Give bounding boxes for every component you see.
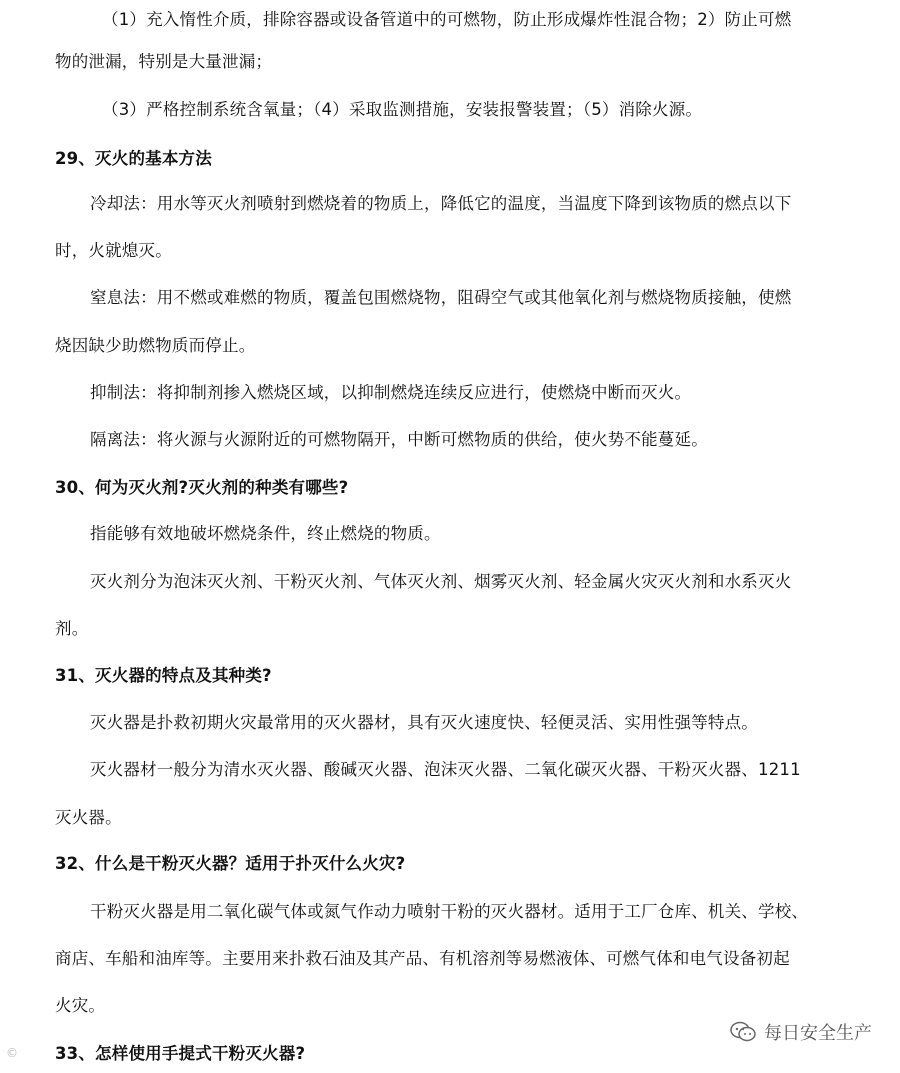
text-line: 剂。	[55, 619, 89, 638]
text-line: 窒息法：用不燃或难燃的物质，覆盖包围燃烧物，阻碍空气或其他氧化剂与燃烧物质接触，使燃	[90, 288, 792, 307]
chat-bubble-icon	[730, 1021, 756, 1043]
text-line: 灭火器材一般分为清水灭火器、酸碱灭火器、泡沫灭火器、二氧化碳灭火器、干粉灭火器、1211	[90, 760, 801, 779]
text-line: 时，火就熄灭。	[55, 241, 172, 260]
section-heading: 33、怎样使用手提式干粉灭火器?	[55, 1044, 306, 1063]
section-heading: 29、灭火的基本方法	[55, 149, 212, 168]
text-line: 火灾。	[55, 996, 106, 1015]
text-line: 隔离法：将火源与火源附近的可燃物隔开，中断可燃物质的供给，使火势不能蔓延。	[90, 430, 708, 449]
text-line: （1）充入惰性介质，排除容器或设备管道中的可燃物，防止形成爆炸性混合物；2）防止可燃	[102, 10, 792, 29]
text-line: 指能够有效地破坏燃烧条件，终止燃烧的物质。	[90, 524, 441, 543]
watermark-text: 每日安全生产	[764, 1023, 872, 1044]
text-line: 抑制法：将抑制剂掺入燃烧区域，以抑制燃烧连续反应进行，使燃烧中断而灭火。	[90, 383, 692, 402]
watermark	[730, 1019, 872, 1045]
section-heading: 31、灭火器的特点及其种类?	[55, 666, 272, 685]
text-line: 商店、车船和油库等。主要用来扑救石油及其产品、有机溶剂等易燃液体、可燃气体和电气设备初起	[55, 949, 790, 968]
text-line: 灭火器是扑救初期火灾最常用的灭火器材，具有灭火速度快、轻便灵活、实用性强等特点。	[90, 713, 758, 732]
corner-mark: ©	[6, 1046, 18, 1060]
text-line: 烧因缺少助燃物质而停止。	[55, 336, 256, 355]
section-heading: 32、什么是干粉灭火器？适用于扑灭什么火灾?	[55, 854, 406, 873]
text-line: （3）严格控制系统含氧量；（4）采取监测措施，安装报警装置；（5）消除火源。	[102, 100, 703, 119]
text-line: 灭火剂分为泡沫灭火剂、干粉灭火剂、气体灭火剂、烟雾灭火剂、轻金属火灾灭火剂和水系灭火	[90, 572, 792, 591]
text-line: 灭火器。	[55, 808, 122, 827]
text-line: 干粉灭火器是用二氧化碳气体或氮气作动力喷射干粉的灭火器材。适用于工厂仓库、机关、学校、	[90, 902, 809, 921]
text-line: 冷却法：用水等灭火剂喷射到燃烧着的物质上，降低它的温度，当温度下降到该物质的燃点以下	[90, 194, 792, 213]
section-heading: 30、何为灭火剂?灭火剂的种类有哪些?	[55, 478, 349, 497]
text-line: 物的泄漏，特别是大量泄漏；	[55, 52, 273, 71]
